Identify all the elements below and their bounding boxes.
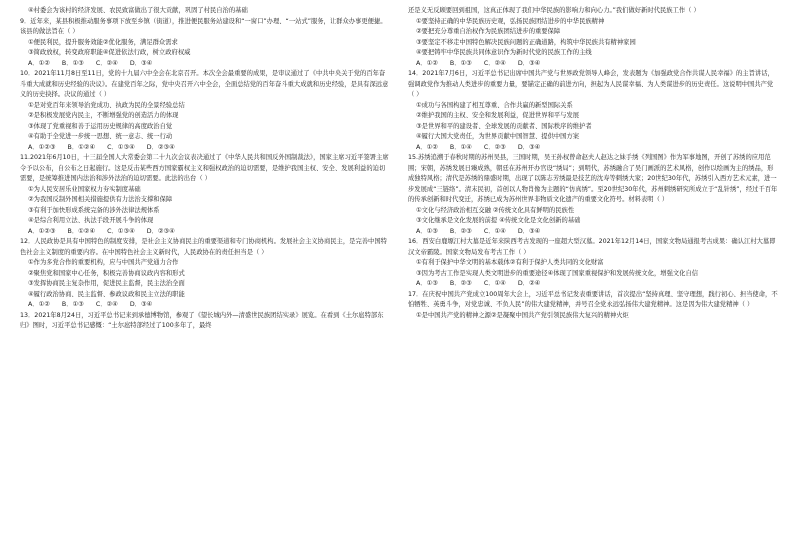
option-line: ③有利于加快形成系统完备的涉外法律法规体系 bbox=[28, 206, 160, 214]
option-line: ②聚焦党和国家中心任务，积极完善协商议政内容和形式 bbox=[28, 269, 185, 277]
question-stem: 9．近年来，某县积极推动服务事项下放至乡镇（街道），推进便民服务站建设和“一窗口”办理、“一站式”服务，让群众办事更便捷。该县的做法旨在（ ） bbox=[20, 17, 387, 35]
option-line: ③简政放权，转变政府职能④促进依法行政，树立政府权威 bbox=[28, 49, 191, 56]
option-line: ④是综合利用立法、执法手段开展斗争的体现 bbox=[28, 217, 154, 224]
option-line: ①文化与经济政治相互交融 ②传统文化具有鲜明的民族性 bbox=[416, 206, 575, 214]
left-column bbox=[20, 6, 390, 332]
option-line: ③体现了党重视和善于运用历史规律的高度政治自觉 bbox=[28, 122, 173, 130]
option-line: ④要把铸牢中华民族共同体意识作为新时代党的民族工作的主线 bbox=[416, 49, 592, 56]
question-16 bbox=[408, 237, 778, 290]
option-line: ③文化继承是文化发展的前提 ④传统文化是文化创新的基础 bbox=[416, 217, 581, 224]
option-line: ③因为考古工作是实现人类文明进步的重要途径④体现了国家重视保护和发展传统文化，增强文化自信 bbox=[416, 269, 699, 277]
option-line: ④有助于全党进一步统一思想、统一意志、统一行动 bbox=[28, 133, 173, 140]
option-line: ④履行大国大党责任，为世界贡献中国智慧、提供中国方案 bbox=[416, 133, 580, 140]
right-column bbox=[408, 6, 778, 321]
question-12 bbox=[20, 237, 390, 311]
option-line: ②要把充分尊重自治权作为民族团结进步的重要保障 bbox=[416, 28, 561, 35]
question-15 bbox=[408, 153, 778, 237]
question-stem: 16．西安白鹿塬江村大墓是近年来陕西考古发现的一座超大型汉墓。2021年12月14日，国家文物局通报考古成果：确认江村大墓即汉文帝霸陵。国家文物局发布考古工作（ ） bbox=[408, 238, 776, 256]
option-line: ①是中国共产党的精神之源②是凝聚中国共产党引领民族伟大复兴的精神火炬 bbox=[416, 311, 629, 319]
question-10 bbox=[20, 69, 390, 153]
option-line: ①便民利民，提升服务效能②优化服务，满足群众需求 bbox=[28, 38, 178, 46]
question-13 bbox=[20, 311, 390, 332]
question-stem: 14．2021年7月6日，习近平总书记出席中国共产党与世界政党领导人峰会，发表题为《加强政党合作共谋人民幸福》的主旨讲话，强调政党作为推动人类进步的重要力量，要锚定正确的前进方向，担起为人民谋幸福、为人类谋进步的历史责任。这说明中国共产党（ ） bbox=[408, 70, 774, 98]
option-line: ①有利于保护中华文明的基本载体②有利于保护人类共同的文化财富 bbox=[416, 259, 604, 266]
answer-choices: A．①② B．①③ C．②④ D．③④ bbox=[416, 59, 541, 67]
question-13-continued bbox=[408, 6, 778, 69]
option-line: ④村委会为该村的经济发展、农民致富做出了很大贡献，巩固了村民自治的基础 bbox=[28, 7, 248, 14]
answer-choices: A．①③ B．②③ C．①④ D．②④ bbox=[416, 280, 541, 287]
question-14 bbox=[408, 69, 778, 153]
question-9 bbox=[20, 17, 390, 70]
question-17 bbox=[408, 290, 778, 322]
answer-choices: A．①②③ B．①②④ C．①③④ D．②③④ bbox=[28, 143, 175, 151]
option-line: ①成功与各国构建了相互尊重、合作共赢的新型国际关系 bbox=[416, 101, 573, 109]
option-line: ④履行政治协商、民主监督、参政议政和民主立法的职能 bbox=[28, 290, 185, 298]
answer-choices: A．①②③ B．①②④ C．①③④ D．②③④ bbox=[28, 227, 175, 235]
option-line: ①要坚持正确的中华民族历史观，弘扬民族团结进步的中华民族精神 bbox=[416, 17, 605, 25]
question-11 bbox=[20, 153, 390, 237]
option-line: ②维护我国的主权、安全和发展利益，促进世界和平与发展 bbox=[416, 112, 580, 119]
option-line: ①作为多党合作的重要机构，应与中国共产党通力合作 bbox=[28, 259, 179, 266]
answer-choices: A．①② B．①④ C．②③ D．③④ bbox=[416, 143, 541, 151]
question-8-tail bbox=[20, 6, 390, 17]
answer-choices: A．①③ B．②③ C．①④ D．③④ bbox=[416, 227, 541, 235]
option-line: ②是积极发展党内民主，不断增强党的创造活力的体现 bbox=[28, 112, 179, 119]
option-line: ②为我国反制外国相关措施提供有力法治支撑和保障 bbox=[28, 196, 173, 203]
option-line: ③要坚定不移走中国特色解决民族问题的正确道路，构筑中华民族共有精神家园 bbox=[416, 38, 636, 46]
question-stem: 13．2021年8月24日，习近平总书记来到承德博物馆，参观了《望长城内外—清盛世民族团结实录》展览。在看到《土尔扈特部东归》图时，习近平总书记感慨：“土尔扈特部经过了100多年了，最终 bbox=[20, 311, 384, 329]
answer-choices: A．①② B．①③ C．②④ D．③④ bbox=[28, 59, 153, 67]
option-line: ③是世界和平的建设者、全球发展的贡献者、国际秩序的维护者 bbox=[416, 122, 592, 130]
option-line: ①为人民安居乐业国家权力夯实制度基础 bbox=[28, 185, 141, 193]
question-stem: 15.苏绣追溯于春秋时期的苏州吴县，三国时期，吴王孙权曾命赵夫人赵达之妹手绣《列国图》作为军事地图，开创了苏绣的应用范围；宋朝，苏绣发展日臻成熟，朝廷在苏州开办官设“绣局”；到明代，苏绣融合了吴门画派的艺术风格，创作以绘画为主的绣品，形成独特风格；清代是苏绣的鼎盛时期，出现了以陈志芳绣最是技艺的沈寿等刺绣大家；20世纪30年代，苏绣引入西方艺术元素，进一步发展成“三链络”。清末民初，首创以人物肖像为主题的“仿真绣”。至20世纪30年代，苏州刺绣研究所成立于“乱针绣”，经过千百年的传承创新和时代变迁，苏绣已成为苏州世界非物质文化遗产的重要文化符号。材料表明（ ） bbox=[408, 154, 778, 203]
question-stem: 11.2021年6月10日，十三届全国人大常委会第二十九次会议表决通过了《中华人民共和国反外国制裁法》，国家主席习近平签署主席令予以公布，自公布之日起施行。这是反击某些西方国家霸权主义和强权政治的迫切需要，是维护我国主权、安全、发展利益的迫切需要，是统筹推进国内法治和涉外法治的迫切需要。此法的出台（ ） bbox=[20, 154, 389, 182]
answer-choices: A．①② B．①③ C．②④ D．③④ bbox=[28, 301, 153, 308]
question-stem: 12．人民政协是具有中国特色的制度安排，是社会主义协商民主的重要渠道和专门协商机构。发展社会主义协商民主，是完善中国特色社会主义制度的重要内容。在中国特色社会主义新时代，人民政协在的责任担当是（ ） bbox=[20, 238, 387, 256]
option-line: ③发挥协商民主复杂作用，促进民主监督，民主法治全面 bbox=[28, 280, 185, 287]
question-stem: 还是义无反顾要回到祖国，这真正体现了我们中华民族的影响力和向心力。”我们做好新时代民族工作（ ） bbox=[408, 7, 700, 14]
option-line: ①是对党百年来领导治党成功、执政为民的全景经验总结 bbox=[28, 101, 185, 109]
question-stem: 17．在庆祝中国共产党成立100周年大会上，习近平总书记发表重要讲话，首次提出“坚持真理、坚守理想，践行初心、担当使命，不怕牺牲、英勇斗争，对党忠诚、不负人民”的伟大建党精神，并号召全党永远弘扬伟大建党精神。这是因为伟大建党精神（ ） bbox=[408, 290, 778, 308]
question-stem: 10．2021年11月8日至11日，党的十九届六中全会在北京召开。本次全会最重要的成果，是审议通过了《中共中央关于党的百年奋斗重大成就和历史经验的决议》。在建党百年之际，党中央召开六中全会，全面总结党的百年奋斗重大成就和历史经验，是具有深远意义的历史抉择。决议的通过（ ） bbox=[20, 70, 389, 98]
